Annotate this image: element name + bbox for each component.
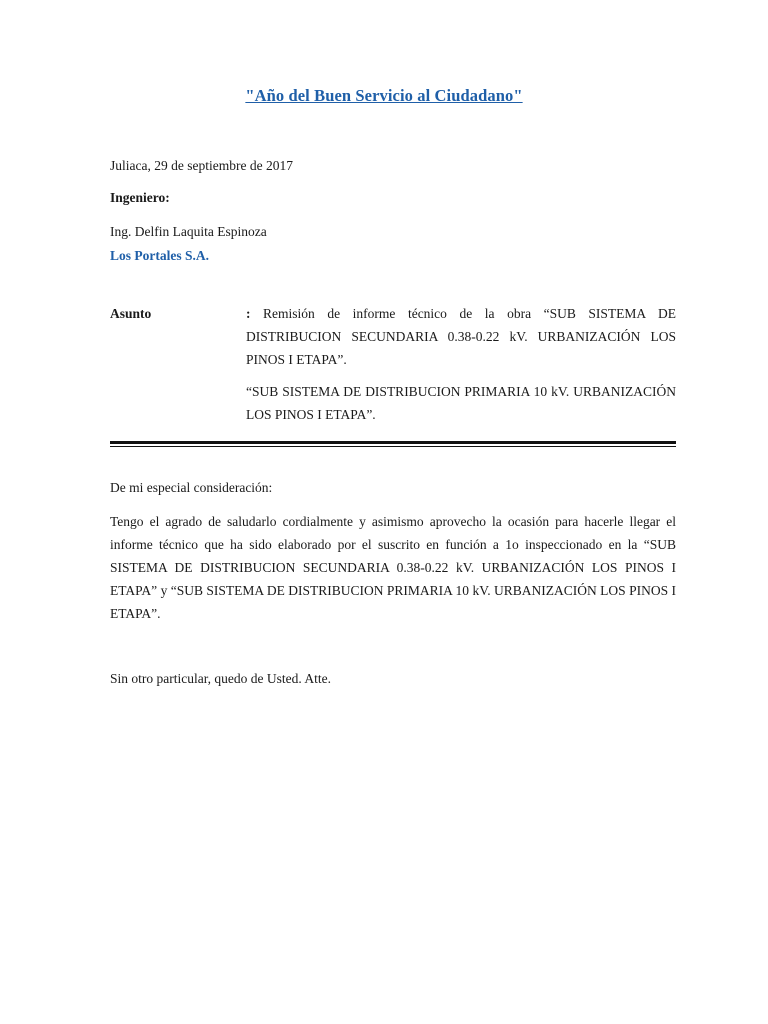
document-motto: "Año del Buen Servicio al Ciudadano" <box>245 86 523 105</box>
subject-text-2: “SUB SISTEMA DE DISTRIBUCION PRIMARIA 10 kV. URBANIZACIÓN LOS PINOS I ETAPA”. <box>246 384 676 422</box>
company-name: Los Portales S.A. <box>110 248 209 263</box>
greeting: De mi especial consideración: <box>110 480 273 495</box>
recipient-title: Ingeniero: <box>110 190 170 205</box>
closing: Sin otro particular, quedo de Usted. Atte. <box>110 671 332 686</box>
body-paragraph: Tengo el agrado de saludarlo cordialmente y asimismo aprovecho la ocasión para hacerle llegar el informe técnico que ha sido elaborado por el suscrito en función a 1o inspeccionado en la “SUB SISTEMA DE DISTRIBUCION SECUNDARIA 0.38-0.22 kV. URBANIZACIÓN LOS PINOS I ETAPA” y “SUB SISTEMA DE DISTRIBUCION PRIMARIA 10 kV. URBANIZACIÓN LOS PINOS I ETAPA”. <box>110 514 676 621</box>
separator-thin <box>110 446 676 447</box>
subject-line-1: Remisión de informe técnico de la obra “SUB SISTEMA DE DISTRIBUCION SECUNDARIA 0.38-0.22 kV. URBANIZACIÓN LOS PINOS I ETAPA”. <box>246 306 676 367</box>
subject-label: Asunto <box>110 306 152 321</box>
subject-colon: : <box>246 306 251 321</box>
subject-text-1 <box>246 302 676 371</box>
place-date: Juliaca, 29 de septiembre de 2017 <box>110 158 293 173</box>
separator-thick <box>110 441 676 444</box>
recipient-name: Ing. Delfin Laquita Espinoza <box>110 224 267 239</box>
